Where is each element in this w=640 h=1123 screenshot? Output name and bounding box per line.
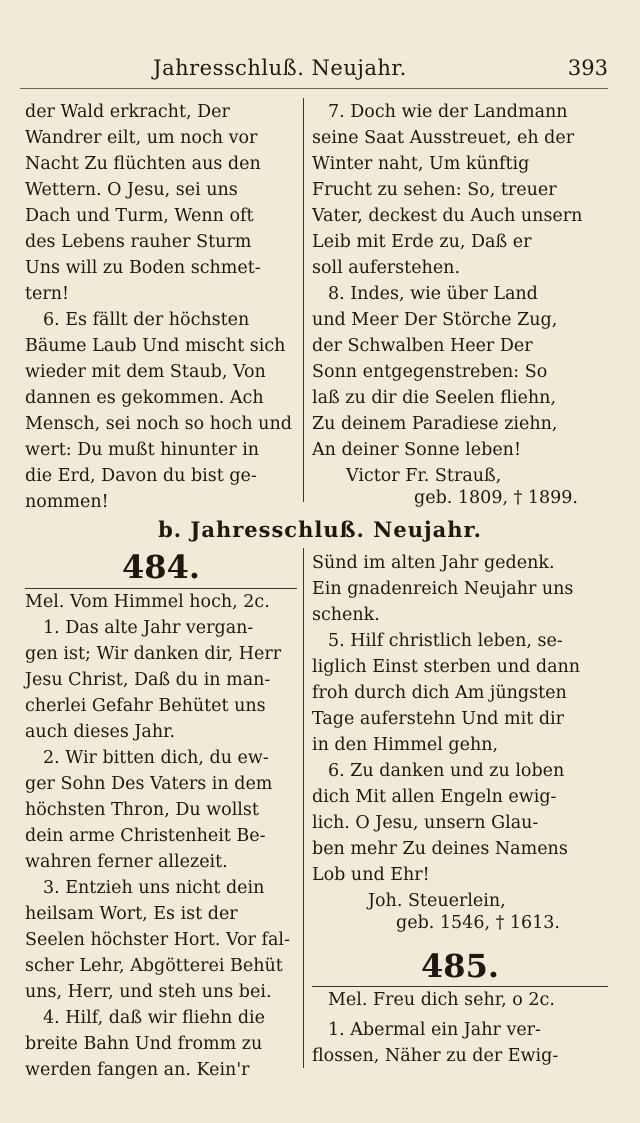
author-name: Joh. Steuerlein, bbox=[368, 891, 506, 911]
hymn-number-484: 484. bbox=[122, 548, 200, 586]
column-rule-top bbox=[303, 98, 304, 502]
text-line: soll auferstehen. bbox=[312, 258, 461, 278]
text-line: seine Saat Ausstreuet, eh der bbox=[312, 128, 575, 148]
text-line: Sonn entgegenstreben: So bbox=[312, 362, 548, 382]
text-line: Bäume Laub Und mischt sich bbox=[25, 336, 286, 356]
text-line: Nacht Zu flüchten aus den bbox=[25, 154, 261, 174]
text-line: Frucht zu sehen: So, treuer bbox=[312, 180, 557, 200]
page-number: 393 bbox=[567, 56, 608, 80]
text-line: 3. Entzieh uns nicht dein bbox=[43, 878, 265, 898]
text-line: schenk. bbox=[312, 605, 380, 625]
text-line: Dach und Turm, Wenn oft bbox=[25, 206, 254, 226]
text-line: Winter naht, Um künftig bbox=[312, 154, 530, 174]
text-line: 6. Zu danken und zu loben bbox=[328, 761, 565, 781]
text-line: 2. Wir bitten dich, du ew- bbox=[43, 748, 269, 768]
author-dates: geb. 1546, † 1613. bbox=[396, 913, 560, 933]
text-line: 4. Hilf, daß wir fliehn die bbox=[43, 1008, 265, 1028]
text-line: wieder mit dem Staub, Von bbox=[25, 362, 266, 382]
text-line: werden fangen an. Kein'r bbox=[25, 1060, 250, 1080]
text-line: wahren ferner allezeit. bbox=[25, 852, 228, 872]
text-line: ben mehr Zu deines Namens bbox=[312, 839, 568, 859]
text-line: ger Sohn Des Vaters in dem bbox=[25, 774, 273, 794]
hymn-rule bbox=[25, 588, 297, 589]
running-header: Jahresschluß. Neujahr. bbox=[153, 56, 407, 80]
text-line: des Lebens rauher Sturm bbox=[25, 232, 252, 252]
text-line: scher Lehr, Abgötterei Behüt bbox=[25, 956, 283, 976]
text-line: Lob und Ehr! bbox=[312, 865, 430, 885]
text-line: Vater, deckest du Auch unsern bbox=[312, 206, 583, 226]
column-rule-bottom bbox=[303, 548, 304, 1068]
text-line: und Meer Der Störche Zug, bbox=[312, 310, 558, 330]
text-line: Uns will zu Boden schmet- bbox=[25, 258, 261, 278]
text-line: heilsam Wort, Es ist der bbox=[25, 904, 238, 924]
melody-line: Mel. Vom Himmel hoch, 2c. bbox=[25, 592, 270, 612]
text-line: breite Bahn Und fromm zu bbox=[25, 1034, 263, 1054]
text-line: 1. Das alte Jahr vergan- bbox=[43, 618, 254, 638]
author-name: Victor Fr. Strauß, bbox=[346, 466, 502, 486]
text-line: 8. Indes, wie über Land bbox=[328, 284, 538, 304]
text-line: 6. Es fällt der höchsten bbox=[43, 310, 250, 330]
text-line: Ein gnadenreich Neujahr uns bbox=[312, 579, 574, 599]
text-line: auch dieses Jahr. bbox=[25, 722, 176, 742]
text-line: cherlei Gefahr Behütet uns bbox=[25, 696, 266, 716]
text-line: uns, Herr, und steh uns bei. bbox=[25, 982, 272, 1002]
text-line: Wettern. O Jesu, sei uns bbox=[25, 180, 238, 200]
text-line: höchsten Thron, Du wollst bbox=[25, 800, 259, 820]
text-line: An deiner Sonne leben! bbox=[312, 440, 521, 460]
text-line: Zu deinem Paradiese ziehn, bbox=[312, 414, 558, 434]
text-line: dich Mit allen Engeln ewig- bbox=[312, 787, 557, 807]
text-line: dein arme Christenheit Be- bbox=[25, 826, 266, 846]
text-line: der Wald erkracht, Der bbox=[25, 102, 230, 122]
text-line: in den Himmel gehn, bbox=[312, 735, 499, 755]
header-rule bbox=[20, 88, 608, 89]
text-line: wert: Du mußt hinunter in bbox=[25, 440, 260, 460]
text-line: nommen! bbox=[25, 492, 109, 512]
melody-line: Mel. Freu dich sehr, o 2c. bbox=[328, 990, 555, 1010]
text-line: Sünd im alten Jahr gedenk. bbox=[312, 553, 555, 573]
text-line: 1. Abermal ein Jahr ver- bbox=[328, 1020, 541, 1040]
text-line: flossen, Näher zu der Ewig- bbox=[312, 1046, 559, 1066]
section-heading: b. Jahresschluß. Neujahr. bbox=[158, 517, 482, 542]
text-line: 7. Doch wie der Landmann bbox=[328, 102, 568, 122]
text-line: die Erd, Davon du bist ge- bbox=[25, 466, 257, 486]
text-line: laß zu dir die Seelen fliehn, bbox=[312, 388, 557, 408]
hymn-number-485: 485. bbox=[421, 947, 499, 985]
text-line: gen ist; Wir danken dir, Herr bbox=[25, 644, 282, 664]
text-line: Seelen höchster Hort. Vor fal- bbox=[25, 930, 290, 950]
text-line: Tage auferstehn Und mit dir bbox=[312, 709, 564, 729]
text-line: froh durch dich Am jüngsten bbox=[312, 683, 567, 703]
author-dates: geb. 1809, † 1899. bbox=[414, 488, 578, 508]
text-line: lich. O Jesu, unsern Glau- bbox=[312, 813, 539, 833]
text-line: tern! bbox=[25, 284, 70, 304]
text-line: der Schwalben Heer Der bbox=[312, 336, 533, 356]
text-line: liglich Einst sterben und dann bbox=[312, 657, 581, 677]
hymn-rule bbox=[312, 986, 608, 987]
text-line: Mensch, sei noch so hoch und bbox=[25, 414, 292, 434]
text-line: 5. Hilf christlich leben, se- bbox=[328, 631, 563, 651]
text-line: Jesu Christ, Daß du in man- bbox=[25, 670, 271, 690]
text-line: dannen es gekommen. Ach bbox=[25, 388, 264, 408]
text-line: Leib mit Erde zu, Daß er bbox=[312, 232, 532, 252]
text-line: Wandrer eilt, um noch vor bbox=[25, 128, 258, 148]
